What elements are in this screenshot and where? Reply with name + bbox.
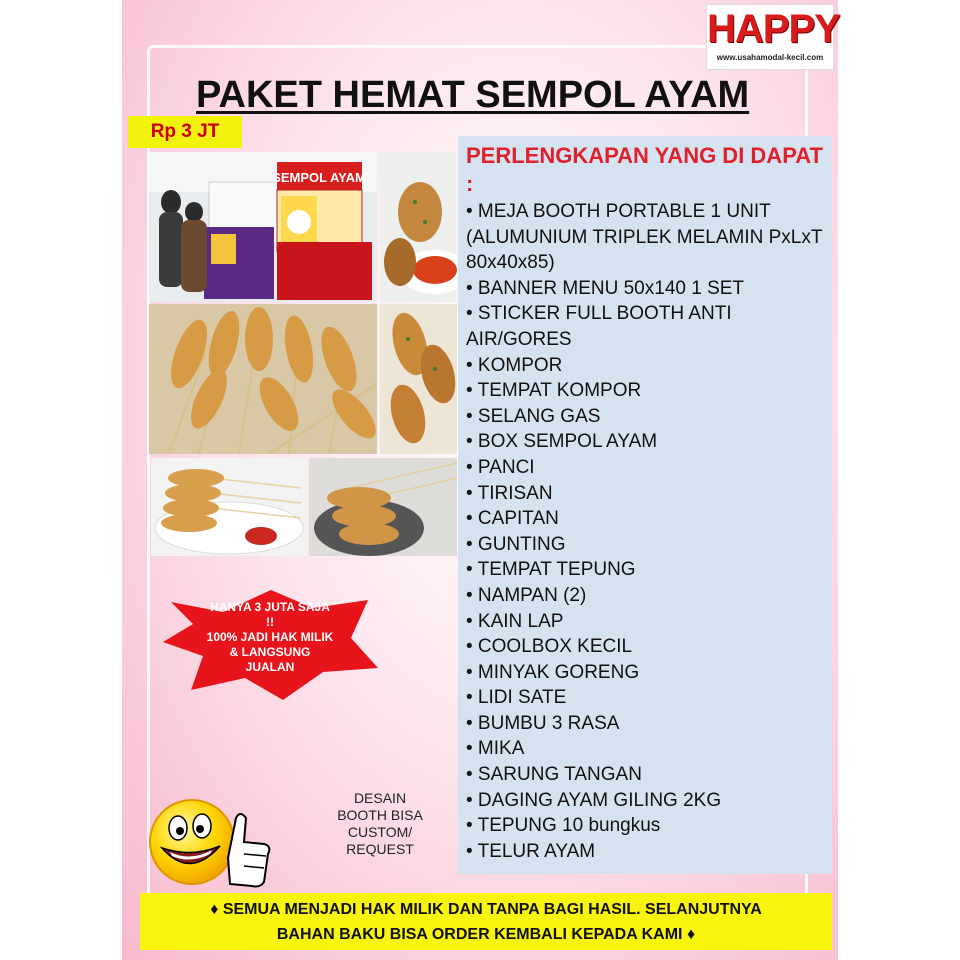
list-item: • BUMBU 3 RASA xyxy=(466,712,620,734)
list-item: • DAGING AYAM GILING 2KG xyxy=(466,789,722,811)
list-item: • MINYAK GORENG xyxy=(466,661,640,683)
list-item: • CAPITAN xyxy=(466,508,559,530)
food-photo-3 xyxy=(380,304,457,454)
footer-line: ♦ SEMUA MENJADI HAK MILIK DAN TANPA BAGI HASIL. SELANJUTNYA xyxy=(210,901,762,918)
list-item: • BANNER MENU 50x140 1 SET xyxy=(466,277,745,299)
smiley-thumbs-up-icon xyxy=(140,790,275,895)
equipment-list xyxy=(466,199,832,864)
list-item: • NAMPAN (2) xyxy=(466,584,587,606)
happy-logo xyxy=(706,4,840,70)
food-photo-5 xyxy=(309,458,457,556)
food-photo-2 xyxy=(149,304,377,454)
equipment-list-title: PERLENGKAPAN YANG DI DAPAT : xyxy=(466,143,823,196)
list-item: • MIKA xyxy=(466,738,525,760)
promo-line: !! xyxy=(266,615,274,629)
promo-line: 100% JADI HAK MILIK xyxy=(206,630,334,644)
design-line: DESAIN xyxy=(353,790,407,806)
list-item: • TELUR AYAM xyxy=(466,840,596,862)
list-item: • MEJA BOOTH PORTABLE 1 UNIT (ALUMUNIUM TRIPLEK MELAMIN PxLxT 80x40x85) xyxy=(466,201,823,274)
list-item: • TEMPAT TEPUNG xyxy=(466,559,636,581)
promo-line: JUALAN xyxy=(245,660,295,674)
list-item: • TEPUNG 10 bungkus xyxy=(466,815,661,837)
list-item: • TEMPAT KOMPOR xyxy=(466,380,642,402)
list-item: • COOLBOX KECIL xyxy=(466,636,633,658)
booth-sign-text: SEMPOL AYAM xyxy=(272,170,366,185)
design-line: REQUEST xyxy=(346,841,414,857)
list-item: • TIRISAN xyxy=(466,482,553,504)
food-photo-1 xyxy=(380,152,457,302)
design-note xyxy=(325,790,435,858)
price-badge: Rp 3 JT xyxy=(128,116,242,148)
booth-photo xyxy=(149,152,377,302)
promo-line: HANYA 3 JUTA SAJA xyxy=(210,600,330,614)
logo-url: www.usahamodal-kecil.com xyxy=(716,53,824,62)
design-line: CUSTOM/ xyxy=(347,824,413,840)
list-item: • BOX SEMPOL AYAM xyxy=(466,431,658,453)
food-photo-4 xyxy=(151,458,307,556)
list-item: • SARUNG TANGAN xyxy=(466,764,642,786)
list-item: • PANCI xyxy=(466,456,535,478)
promo-line: & LANGSUNG xyxy=(229,645,311,659)
list-item: • KAIN LAP xyxy=(466,610,564,632)
promo-text xyxy=(200,600,340,675)
page-title: PAKET HEMAT SEMPOL AYAM xyxy=(196,74,750,116)
list-item: • STICKER FULL BOOTH ANTI AIR/GORES xyxy=(466,303,732,350)
footer-banner xyxy=(140,893,832,950)
list-item: • SELANG GAS xyxy=(466,405,601,427)
list-item: • LIDI SATE xyxy=(466,687,567,709)
design-line: BOOTH BISA xyxy=(337,807,423,823)
footer-line: BAHAN BAKU BISA ORDER KEMBALI KEPADA KAMI ♦ xyxy=(276,926,696,943)
list-item: • GUNTING xyxy=(466,533,566,555)
list-item: • KOMPOR xyxy=(466,354,563,376)
logo-word: HAPPY xyxy=(707,7,840,51)
